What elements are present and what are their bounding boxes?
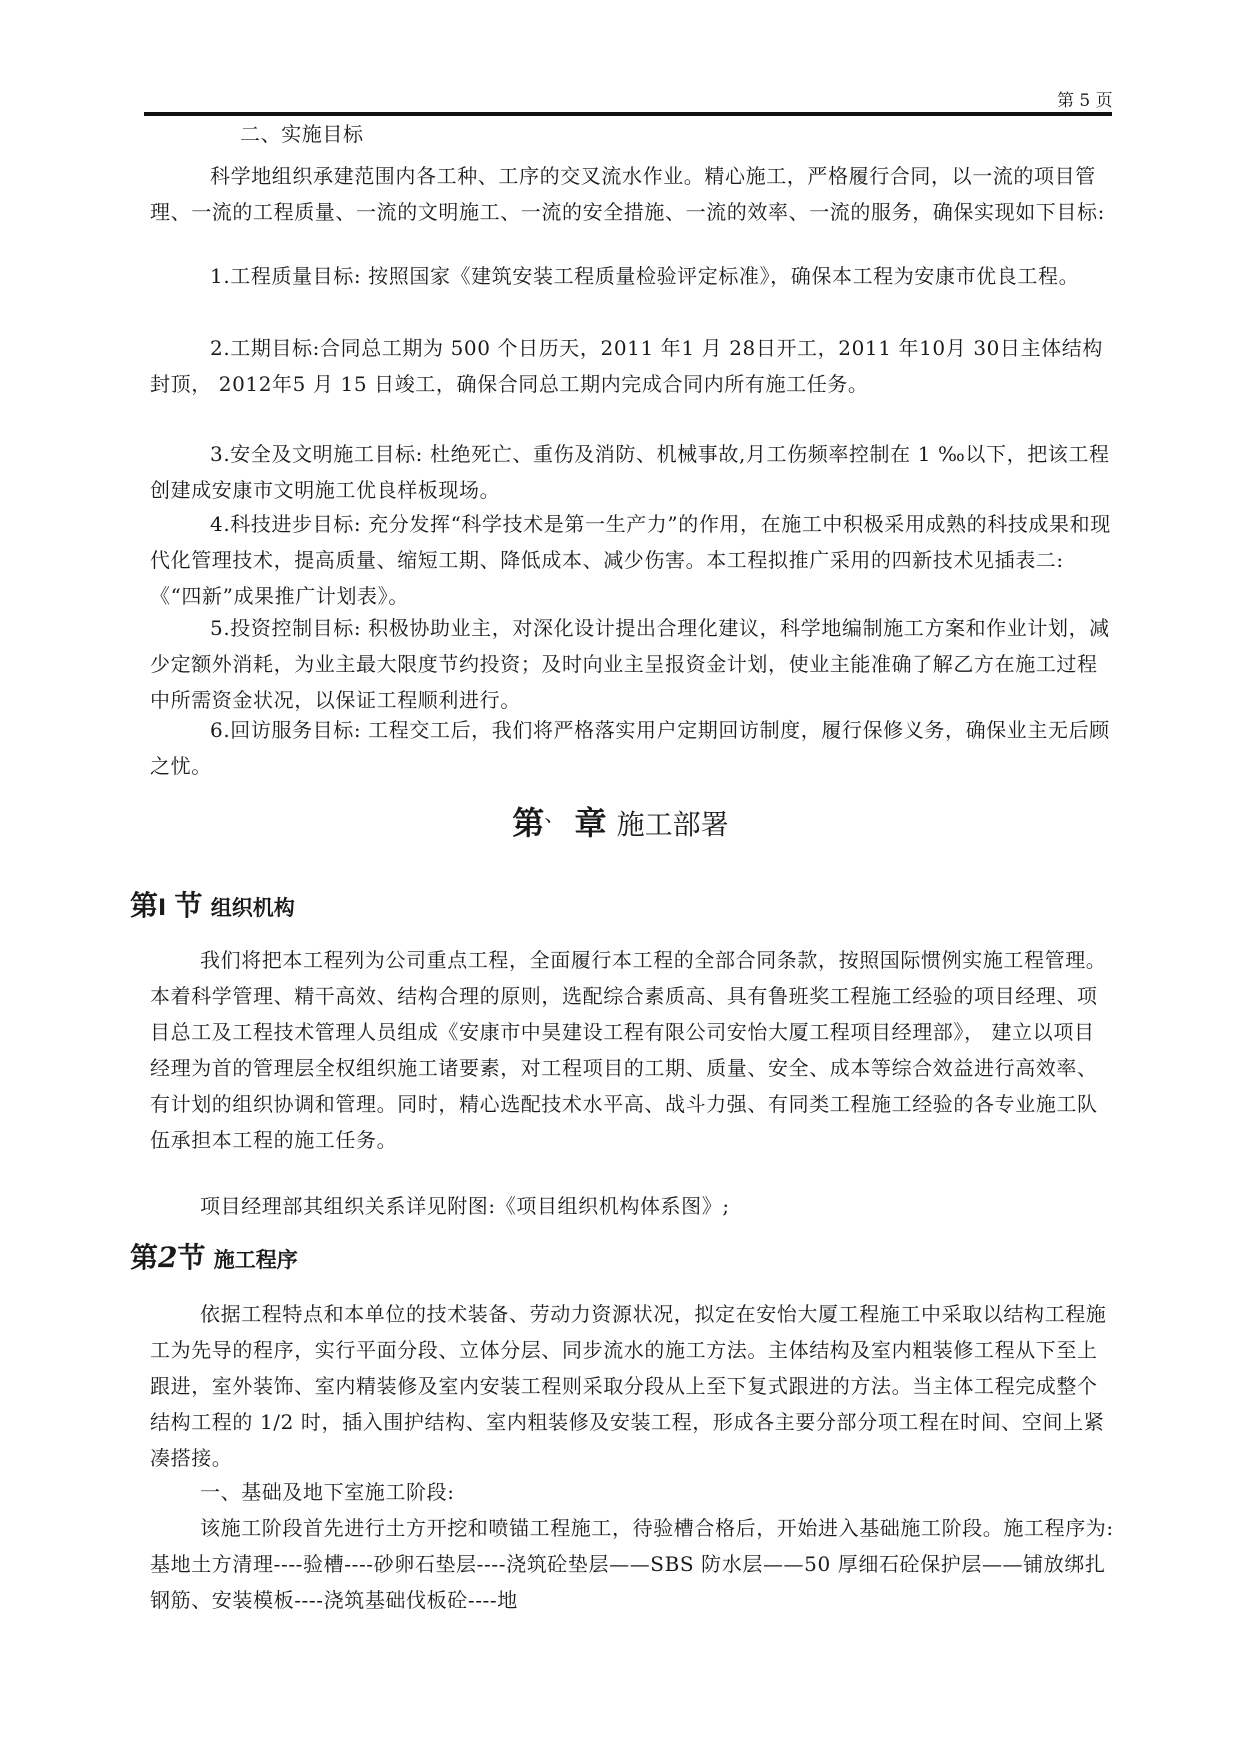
section2-suffix: 节: [177, 1241, 206, 1274]
section2-prefix: 第: [130, 1241, 159, 1274]
section1-title: 组织机构: [210, 896, 295, 920]
paragraph-schedule-goal: 2.工期目标:合同总工期为 500 个日历天，2011 年1 月 28日开工，2011 年10月 30日主体结构封顶， 2012年5 月 15 日竣工，确保合同总工期内完成合同内所有施工任务。: [150, 336, 1103, 396]
paragraph-organization-chart-ref: 项目经理部其组织关系详见附图:《项目组织机构体系图》;: [200, 1194, 730, 1218]
section-heading-procedure: [130, 1236, 298, 1276]
chapter-title: 施工部署: [616, 808, 729, 841]
chapter-mark: 、: [544, 802, 565, 826]
chapter-prefix: 第: [512, 804, 545, 842]
section2-num: 2: [158, 1241, 178, 1274]
chapter-suffix: 章: [574, 804, 607, 842]
section1-prefix: 第: [130, 889, 159, 922]
chapter-heading: [0, 798, 1241, 844]
paragraph-organization: 我们将把本工程列为公司重点工程，全面履行本工程的全部合同条款，按照国际惯例实施工程管理。本着科学管理、精干高效、结构合理的原则，选配综合素质高、具有鲁班奖工程施工经验的项目经理、项目总工及工程技术管理人员组成《安康市中昊建设工程有限公司安怡大厦工程项目经理部》， 建立以项目经理为首的管理层全权组织施工诸要素，对工程项目的工期、质量、安全、成本等综合效益进行高效率、有计划的组织协调和管理。同时，精心选配技术水平高、战斗力强、有同类工程施工经验的各专业施工队伍承担本工程的施工任务。: [150, 948, 1107, 1152]
paragraph-foundation-stage: 该施工阶段首先进行土方开挖和喷锚工程施工，待验槽合格后，开始进入基础施工阶段。施工程序为: 基地土方清理----验槽----砂卵石垫层----浇筑砼垫层——SBS 防水层——50 厚细石砼保护层——铺放绑扎钢筋、安装模板----浇筑基础伐板砼----地: [150, 1516, 1114, 1612]
paragraph-safety-goal: 3.安全及文明施工目标: 杜绝死亡、重伤及消防、机械事故,月工伤频率控制在 1 ‰以下，把该工程创建成安康市文明施工优良样板现场。: [150, 442, 1110, 502]
section-heading-organization: [130, 884, 295, 924]
heading-implementation-goals: 二、实施目标: [240, 122, 364, 146]
section1-suffix: 节: [174, 889, 203, 922]
paragraph-tech-goal: 4.科技进步目标: 充分发挥“科学技术是第一生产力”的作用，在施工中积极采用成熟的科技成果和现代化管理技术，提高质量、缩短工期、降低成本、减少伤害。本工程拟推广采用的四新技术见插表二:《“四新”成果推广计划表》。: [150, 512, 1111, 608]
paragraph-intro: 科学地组织承建范围内各工种、工序的交叉流水作业。精心施工，严格履行合同，以一流的项目管理、一流的工程质量、一流的文明施工、一流的安全措施、一流的效率、一流的服务，确保实现如下目标:: [150, 164, 1105, 224]
paragraph-service-goal: 6.回访服务目标: 工程交工后，我们将严格落实用户定期回访制度，履行保修义务，确保业主无后顾之忧。: [150, 718, 1110, 778]
paragraph-quality-goal: 1.工程质量目标: 按照国家《建筑安装工程质量检验评定标准》，确保本工程为安康市优良工程。: [210, 264, 1080, 288]
paragraph-investment-goal: 5.投资控制目标: 积极协助业主，对深化设计提出合理化建议，科学地编制施工方案和作业计划，减少定额外消耗，为业主最大限度节约投资；及时向业主呈报资金计划，使业主能准确了解乙方在施工过程中所需资金状况，以保证工程顺利进行。: [150, 616, 1110, 712]
heading-foundation-stage: 一、基础及地下室施工阶段:: [200, 1480, 455, 1504]
page-number: 第 5 页: [1057, 91, 1113, 111]
section1-num: I: [158, 896, 167, 921]
paragraph-procedure: 依据工程特点和本单位的技术装备、劳动力资源状况，拟定在安怡大厦工程施工中采取以结构工程施工为先导的程序，实行平面分段、立体分层、同步流水的施工方法。主体结构及室内粗装修工程从下至上跟进，室外装饰、室内精装修及室内安装工程则采取分段从上至下复式跟进的方法。当主体工程完成整个结构工程的 1/2 时，插入围护结构、室内粗装修及安装工程，形成各主要分部分项工程在时间、空间上紧凑搭接。: [150, 1302, 1107, 1470]
section2-title: 施工程序: [213, 1248, 298, 1272]
